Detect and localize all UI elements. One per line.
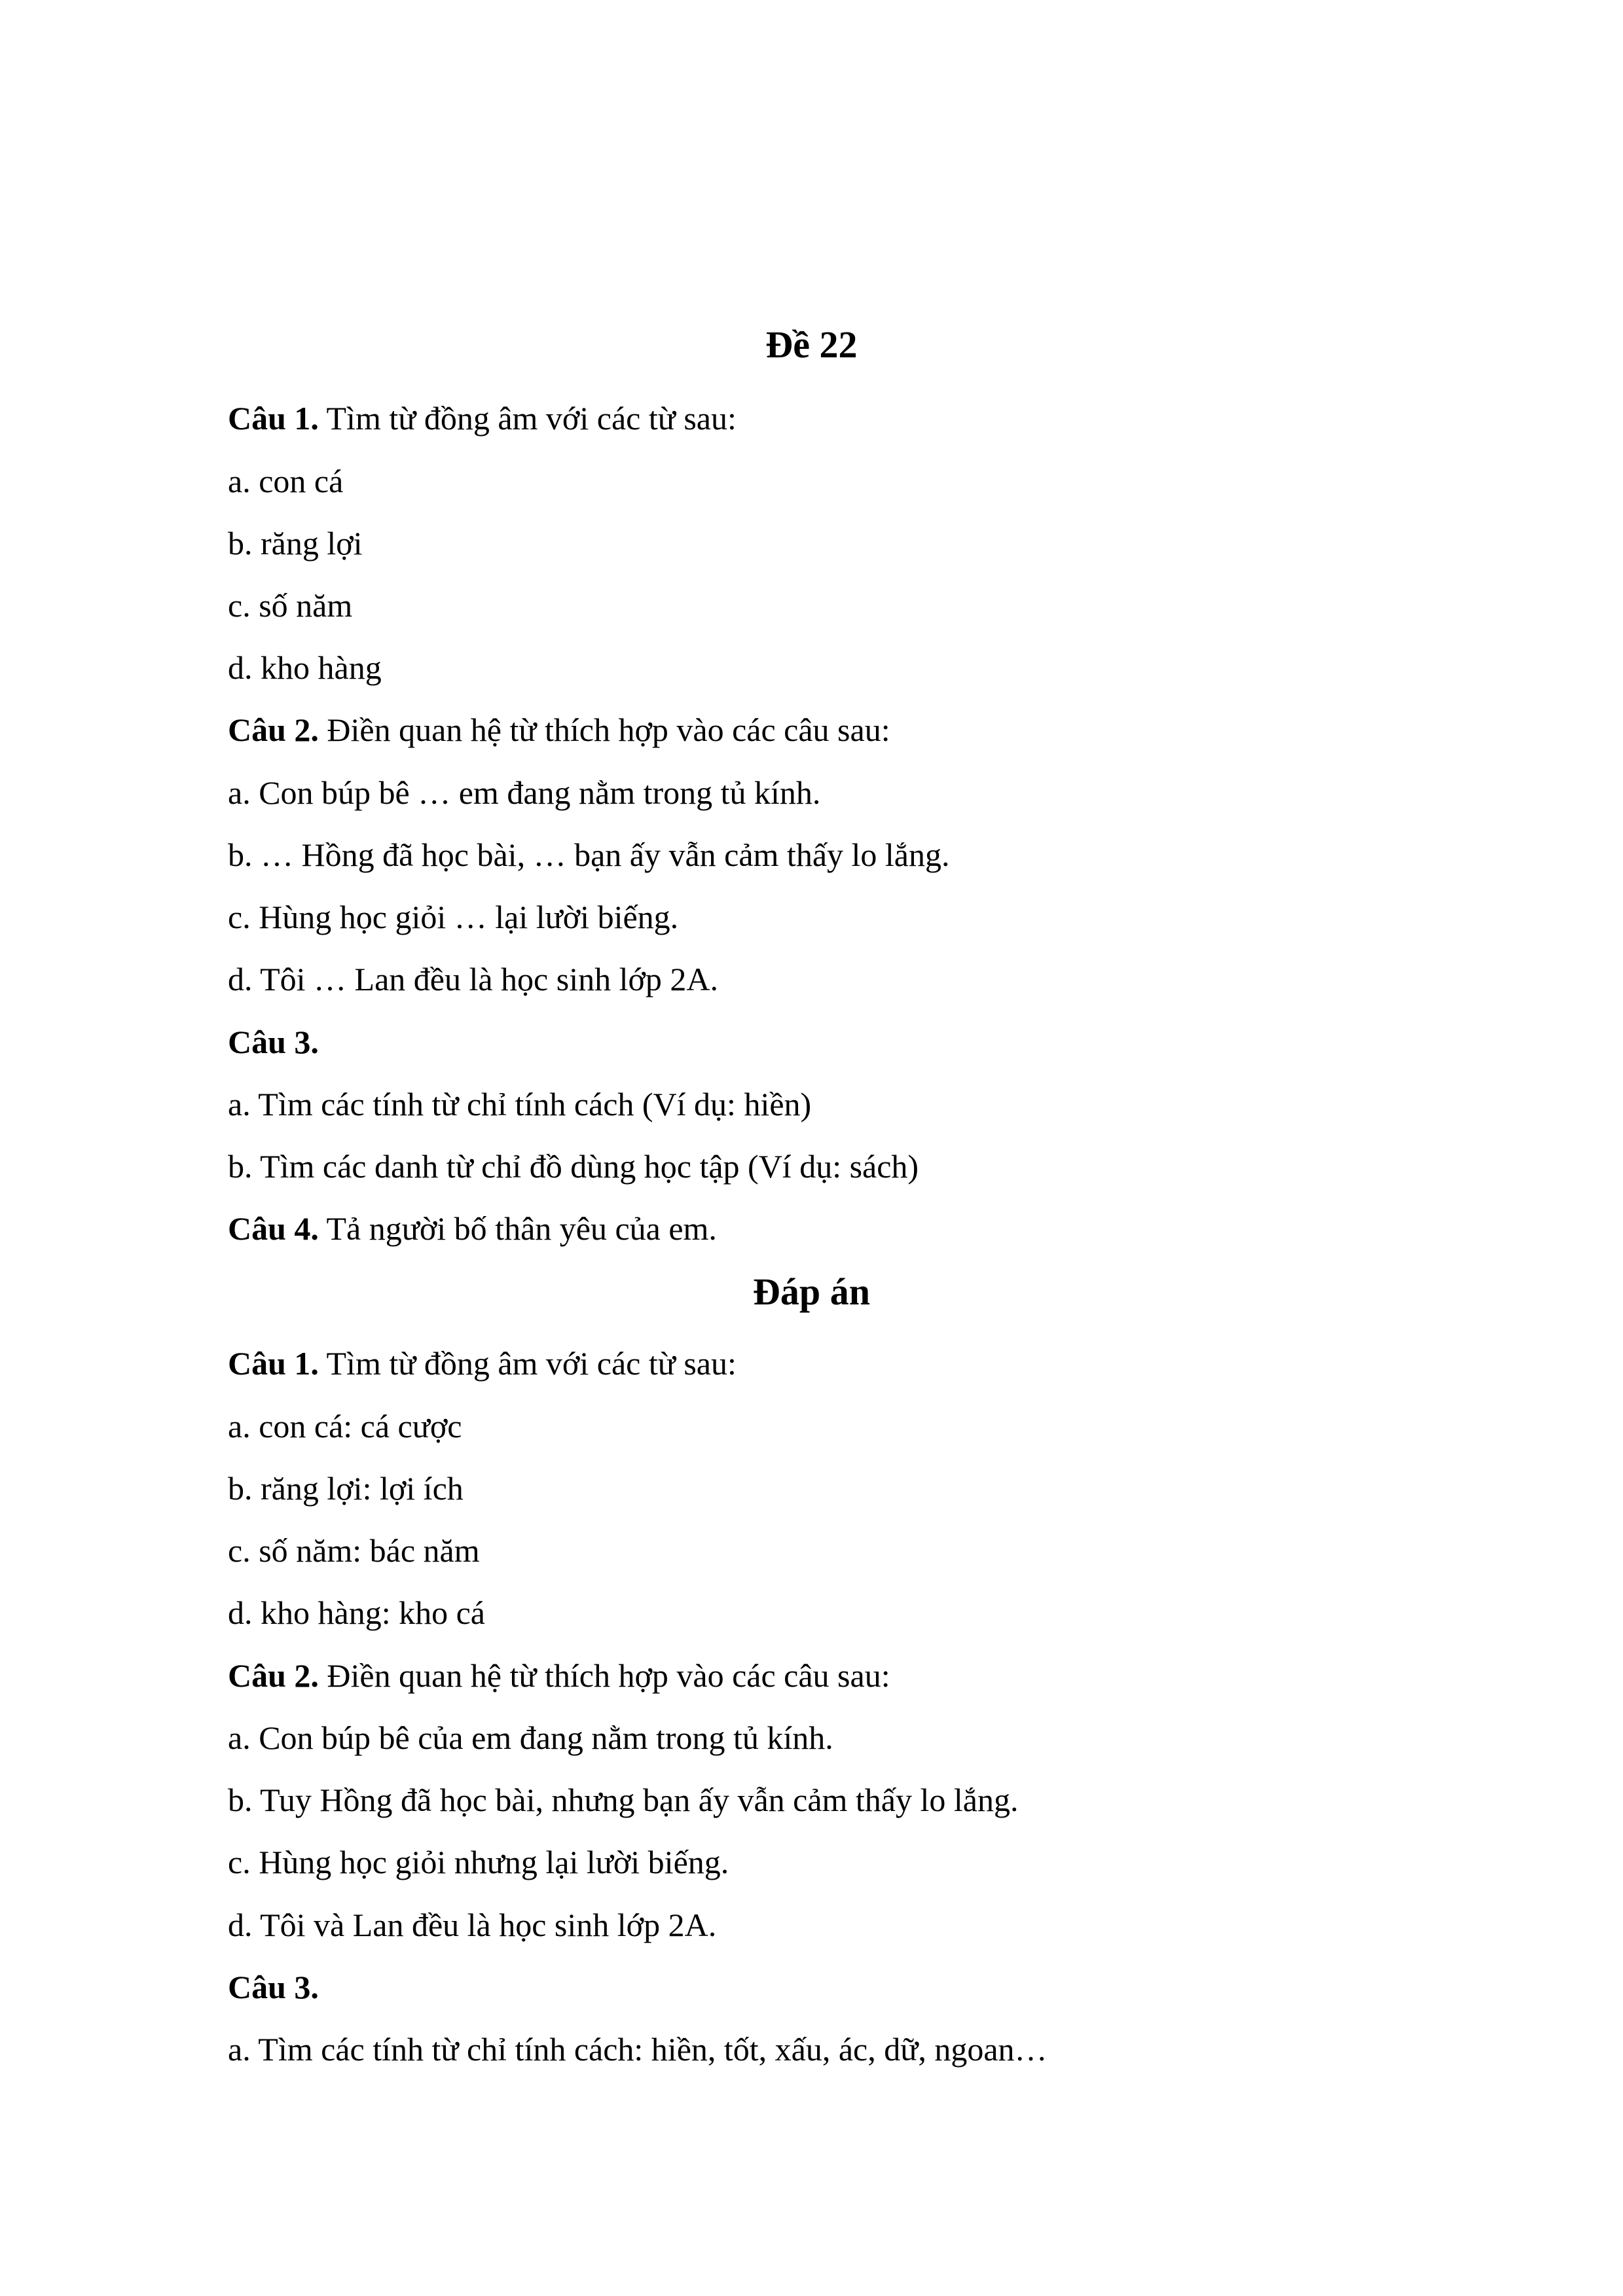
answers-title: Đáp án — [753, 1270, 870, 1313]
answer-3 — [228, 1971, 319, 2003]
question-1 — [228, 402, 737, 435]
question-label: Câu 1. — [228, 1345, 319, 1382]
answer-3-item-a: a. Tìm các tính từ chỉ tính cách: hiền, tốt, xấu, ác, dữ, ngoan… — [228, 2031, 1048, 2068]
answer-2-item-a: a. Con búp bê của em đang nằm trong tủ kính. — [228, 1719, 833, 1756]
question-3 — [228, 1026, 319, 1058]
answer-1-item-a: a. con cá: cá cược — [228, 1408, 462, 1444]
question-2-item-d: d. Tôi … Lan đều là học sinh lớp 2A. — [228, 961, 719, 997]
question-label: Câu 2. — [228, 1657, 319, 1694]
exam-title: Đề 22 — [765, 323, 858, 366]
question-label: Câu 3. — [228, 1969, 319, 2005]
question-2-item-a: a. Con búp bê … em đang nằm trong tủ kính. — [228, 774, 821, 811]
answer-2-item-b: b. Tuy Hồng đã học bài, nhưng bạn ấy vẫn cảm thấy lo lắng. — [228, 1782, 1019, 1818]
answer-2-item-d: d. Tôi và Lan đều là học sinh lớp 2A. — [228, 1907, 717, 1943]
question-label: Câu 2. — [228, 711, 319, 748]
answer-1-item-b: b. răng lợi: lợi ích — [228, 1470, 464, 1507]
question-label: Câu 4. — [228, 1210, 319, 1247]
answer-1-item-d: d. kho hàng: kho cá — [228, 1594, 485, 1631]
answer-2 — [228, 1659, 890, 1692]
question-1-item-b: b. răng lợi — [228, 525, 363, 562]
question-2 — [228, 713, 890, 746]
question-1-item-d: d. kho hàng — [228, 649, 382, 686]
question-4 — [228, 1212, 717, 1245]
question-text: Tìm từ đồng âm với các từ sau: — [318, 400, 737, 437]
question-label: Câu 3. — [228, 1024, 319, 1060]
question-3-item-b: b. Tìm các danh từ chỉ đồ dùng học tập (Ví dụ: sách) — [228, 1148, 919, 1185]
question-text: Tả người bố thân yêu của em. — [318, 1210, 717, 1247]
question-1-item-c: c. số năm — [228, 587, 353, 624]
question-3-item-a: a. Tìm các tính từ chỉ tính cách (Ví dụ: hiền) — [228, 1086, 812, 1122]
question-1-item-a: a. con cá — [228, 463, 344, 499]
question-text: Điền quan hệ từ thích hợp vào các câu sau: — [318, 1657, 890, 1694]
question-label: Câu 1. — [228, 400, 319, 437]
question-text: Điền quan hệ từ thích hợp vào các câu sau: — [318, 711, 890, 748]
answer-2-item-c: c. Hùng học giỏi nhưng lại lười biếng. — [228, 1844, 729, 1880]
answer-1-item-c: c. số năm: bác năm — [228, 1532, 480, 1569]
question-text: Tìm từ đồng âm với các từ sau: — [318, 1345, 737, 1382]
answer-1 — [228, 1347, 737, 1380]
question-2-item-c: c. Hùng học giỏi … lại lười biếng. — [228, 899, 679, 935]
question-2-item-b: b. … Hồng đã học bài, … bạn ấy vẫn cảm thấy lo lắng. — [228, 836, 950, 873]
